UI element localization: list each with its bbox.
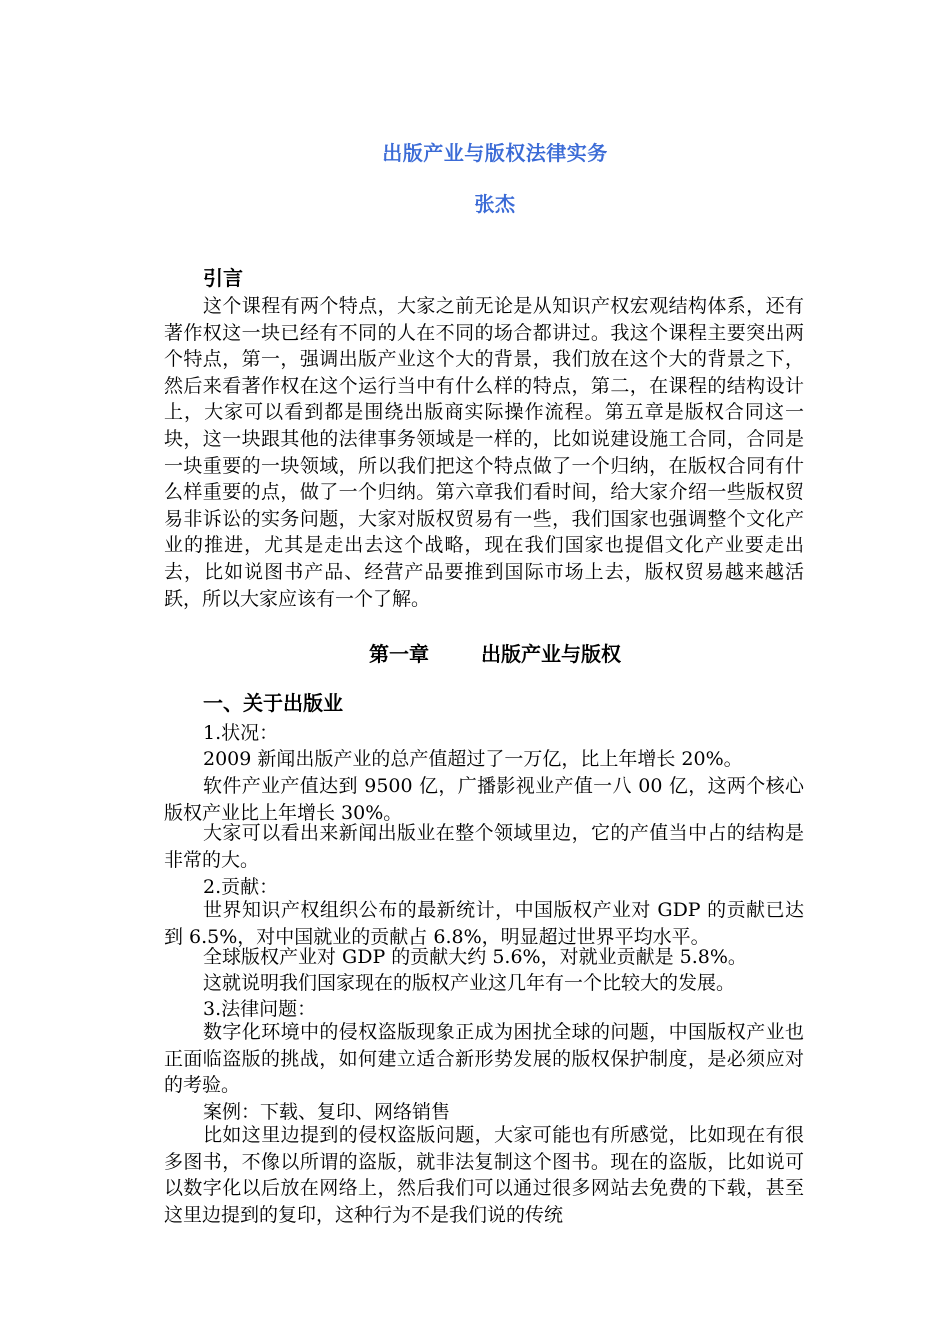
section-heading: 一、关于出版业 — [203, 691, 343, 715]
intro-heading: 引言 — [203, 266, 243, 290]
chapter-heading — [0, 638, 950, 667]
status-paragraph-1: 2009 新闻出版产业的总产值超过了一万亿，比上年增长 20%。 — [203, 748, 743, 770]
case-paragraph: 比如这里边提到的侵权盗版问题，大家可能也有所感觉，比如现在有很多图书，不像以所谓的盗版，就非法复制这个图书。现在的盗版，比如说可以数字化以后放在网络上，然后我们可以通过很多网站去免费的下载，甚至这里边提到的复印，这种行为不是我们说的传统 — [164, 1124, 804, 1226]
contribution-label: 2.贡献： — [203, 876, 279, 898]
contribution-paragraph-1: 世界知识产权组织公布的最新统计，中国版权产业对 GDP 的贡献已达到 6.5%，对中国就业的贡献占 6.8%，明显超过世界平均水平。 — [164, 899, 804, 948]
document-title: 出版产业与版权法律实务 — [382, 141, 608, 165]
status-paragraph-2: 软件产业产值达到 9500 亿，广播影视业产值一八 00 亿，这两个核心版权产业比上年增长 30%。 — [164, 775, 804, 824]
contribution-paragraph-2: 全球版权产业对 GDP 的贡献大约 5.6%，对就业贡献是 5.8%。 — [203, 946, 747, 968]
contribution-paragraph-3: 这就说明我们国家现在的版权产业这几年有一个比较大的发展。 — [203, 972, 736, 994]
case-label: 案例：下载、复印、网络销售 — [203, 1101, 451, 1123]
chapter-number: 第一章 — [369, 642, 429, 666]
intro-paragraph: 这个课程有两个特点，大家之前无论是从知识产权宏观结构体系，还有著作权这一块已经有不同的人在不同的场合都讲过。我这个课程主要突出两个特点，第一，强调出版产业这个大的背景，我们放在这个大的背景之下，然后来看著作权在这个运行当中有什么样的特点，第二，在课程的结构设计上，大家可以看到都是围绕出版商实际操作流程。第五章是版权合同这一块，这一块跟其他的法律事务领域是一样的，比如说建设施工合同，合同是一块重要的一块领域，所以我们把这个特点做了一个归纳，在版权合同有什么样重要的点，做了一个归纳。第六章我们看时间，给大家介绍一些版权贸易非诉讼的实务问题，大家对版权贸易有一些，我们国家也强调整个文化产业的推进，尤其是走出去这个战略，现在我们国家也提倡文化产业要走出去，比如说图书产品、经营产品要推到国际市场上去，版权贸易越来越活跃，所以大家应该有一个了解。 — [164, 295, 804, 610]
legal-issues-paragraph: 数字化环境中的侵权盗版现象正成为困扰全球的问题，中国版权产业也正面临盗版的挑战，如何建立适合新形势发展的版权保护制度，是必须应对的考验。 — [164, 1021, 804, 1097]
chapter-title: 出版产业与版权 — [481, 642, 621, 666]
status-label: 1.状况： — [203, 722, 279, 744]
legal-issues-label: 3.法律问题： — [203, 998, 317, 1020]
status-paragraph-3: 大家可以看出来新闻出版业在整个领域里边，它的产值当中占的结构是非常的大。 — [164, 822, 804, 871]
document-author: 张杰 — [474, 192, 516, 216]
